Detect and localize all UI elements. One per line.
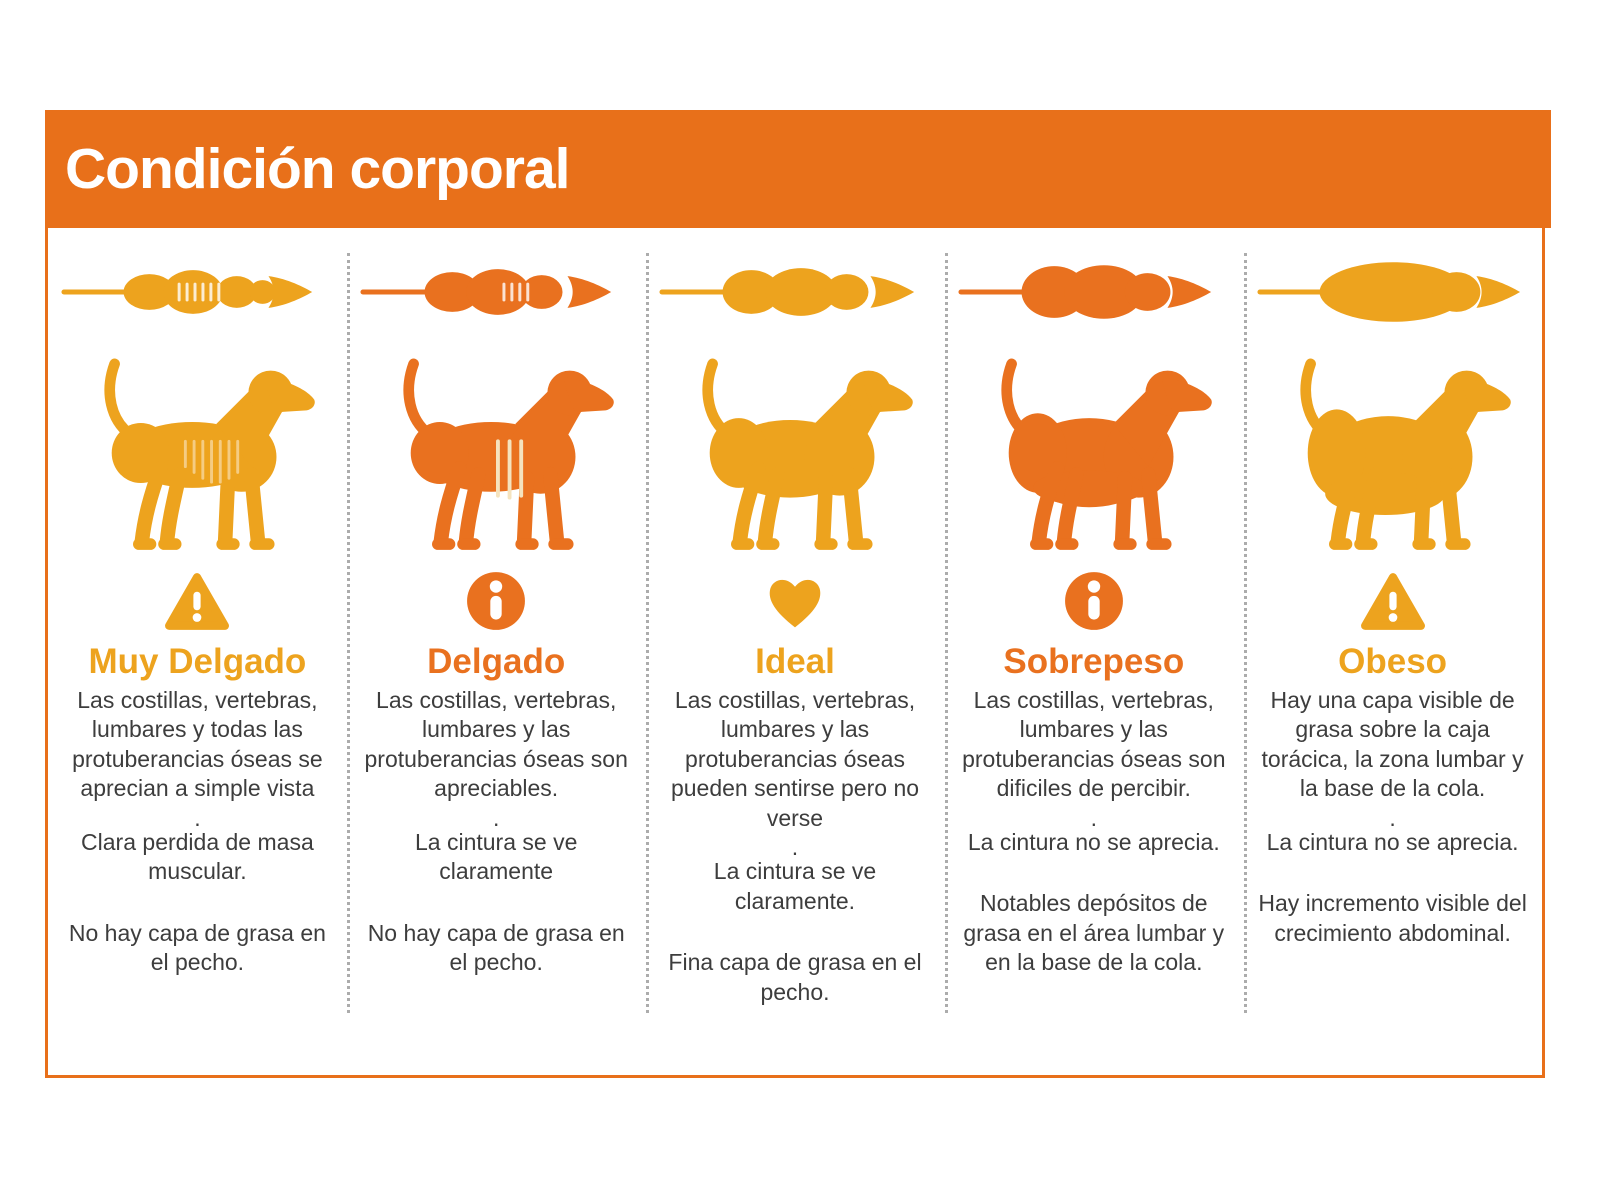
- condition-description: [1243, 686, 1542, 948]
- warning-icon: [162, 568, 232, 634]
- info-icon: [461, 568, 531, 634]
- description-paragraph: La cintura se ve claramente: [415, 828, 578, 885]
- dog-topview-silhouette: [58, 250, 336, 334]
- description-paragraph: La cintura se ve claramente.: [713, 858, 877, 914]
- dog-side-silhouette: [370, 350, 622, 556]
- description-paragraph: Las costillas, vertebras, lumbares y todas las protuberancias óseas se aprecian a simple vista: [72, 687, 323, 802]
- condition-title: Ideal: [755, 642, 835, 681]
- dog-topview-silhouette: [955, 250, 1233, 334]
- dog-side-silhouette: [1267, 350, 1519, 556]
- condition-title: Sobrepeso: [1003, 642, 1185, 681]
- column-divider: [646, 253, 649, 1013]
- description-paragraph: Las costillas, vertebras, lumbares y las protuberancias óseas pueden sentirse pero no verse: [670, 687, 920, 831]
- description-paragraph: Las costillas, vertebras, lumbares y las protuberancias óseas son dificiles de percibir.: [962, 687, 1226, 802]
- description-paragraph: Las costillas, vertebras, lumbares y las protuberancias óseas son apreciables.: [364, 687, 628, 802]
- header-bar: [45, 110, 1551, 228]
- condition-column-sobrepeso: [944, 228, 1243, 1078]
- dog-topview-silhouette: [357, 250, 635, 334]
- dot-separator: .: [791, 834, 799, 861]
- description-paragraph: Hay una capa visible de grasa sobre la caja torácica, la zona lumbar y la base de la cola.: [1261, 687, 1524, 802]
- dot-separator: .: [493, 804, 500, 831]
- condition-title: Delgado: [427, 642, 566, 681]
- description-paragraph: Notables depósitos de grasa en el área lumbar y en la base de la cola.: [963, 890, 1225, 976]
- condition-title: Obeso: [1338, 642, 1448, 681]
- condition-title: Muy Delgado: [88, 642, 307, 681]
- warning-icon: [1358, 568, 1428, 634]
- condition-column-obeso: [1243, 228, 1542, 1078]
- dog-topview-silhouette: [656, 250, 934, 334]
- dog-side-silhouette: [968, 350, 1220, 556]
- description-paragraph: Hay incremento visible del crecimiento abdominal.: [1258, 890, 1527, 946]
- infographic-panel: [45, 110, 1545, 1078]
- dog-side-silhouette: [669, 350, 921, 556]
- column-divider: [347, 253, 350, 1013]
- heart-icon: [760, 568, 830, 634]
- column-divider: [1244, 253, 1247, 1013]
- description-paragraph: No hay capa de grasa en el pecho.: [367, 919, 625, 976]
- dot-separator: .: [194, 804, 201, 831]
- description-paragraph: Fina capa de grasa en el pecho.: [668, 949, 922, 1005]
- dot-separator: .: [1389, 804, 1396, 831]
- dog-topview-silhouette: [1254, 250, 1532, 334]
- condition-description: [347, 686, 646, 978]
- description-paragraph: La cintura no se aprecia.: [1266, 828, 1519, 855]
- dot-separator: .: [1090, 804, 1097, 831]
- condition-column-ideal: [646, 228, 945, 1078]
- condition-column-muy-delgado: [48, 228, 347, 1078]
- info-icon: [1059, 568, 1129, 634]
- column-divider: [945, 253, 948, 1013]
- description-paragraph: Clara perdida de masa muscular.: [81, 828, 314, 885]
- description-paragraph: No hay capa de grasa en el pecho.: [68, 919, 326, 976]
- page-title: Condición corporal: [65, 137, 570, 201]
- columns-row: [48, 228, 1542, 1078]
- condition-description: [944, 686, 1243, 978]
- condition-column-delgado: [347, 228, 646, 1078]
- description-paragraph: La cintura no se aprecia.: [967, 828, 1220, 855]
- condition-description: [646, 686, 945, 1007]
- dog-side-silhouette: [71, 350, 323, 556]
- condition-description: [48, 686, 347, 978]
